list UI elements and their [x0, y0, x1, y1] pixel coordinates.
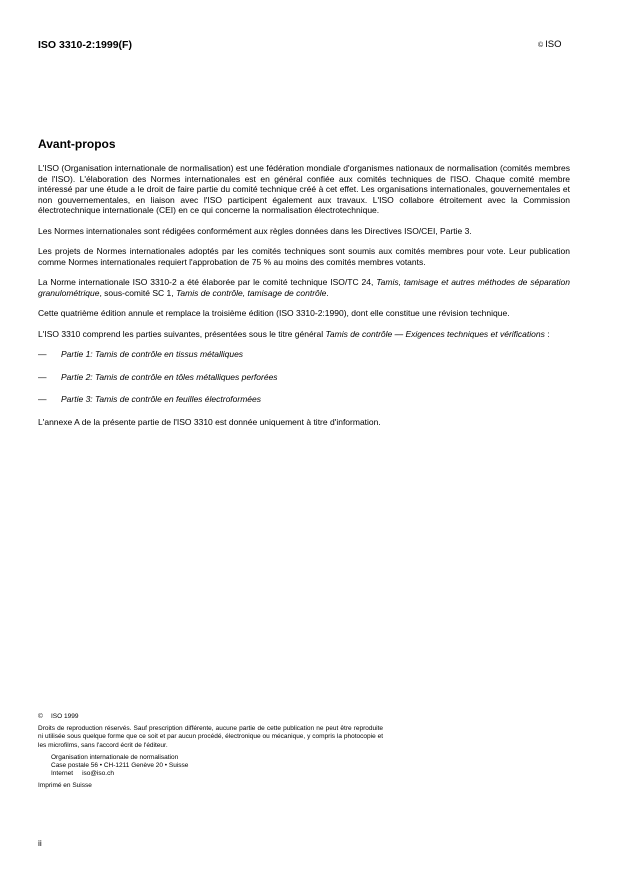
list-dash: —: [38, 394, 47, 404]
p4-committee-title: Tamis, tamisage et autres méthodes de séparation granulométrique: [38, 277, 570, 298]
paragraph-5: Cette quatrième édition annule et remplace la troisième édition (ISO 3310-2:1990), dont elle constitue une révision technique.: [38, 308, 510, 318]
paragraph-3: Les projets de Normes internationales adoptés par les comités techniques sont soumis aux comités membres pour vote. Leur publication comme Normes internationales requiert l'approbation de 75 % au moins des comités membres votants.: [38, 246, 570, 267]
list-item: [38, 372, 570, 383]
section-title: Avant-propos: [38, 137, 116, 151]
paragraph-6: [38, 329, 570, 340]
paragraph-2: Les Normes internationales sont rédigées conformément aux règles données dans les Directives ISO/CEI, Partie 3.: [38, 225, 472, 236]
internet-address: Internet iso@iso.ch: [51, 770, 114, 778]
printed-in: Imprimé en Suisse: [38, 782, 92, 790]
p4-prefix: La Norme internationale ISO 3310-2 a été élaborée par le comité technique ISO/TC 24,: [38, 277, 377, 287]
copyright-org: ISO: [545, 39, 562, 50]
document-id: ISO 3310-2:1999(F): [38, 39, 132, 51]
part-1-label: Partie 1: Tamis de contrôle en tissus métalliques: [61, 349, 244, 359]
list-item: [38, 394, 570, 405]
copyright-year: ISO 1999: [51, 713, 79, 720]
copyright-block: [38, 713, 383, 795]
part-2-label: Partie 2: Tamis de contrôle en tôles métalliques perforées: [61, 371, 278, 382]
p4-suffix: .: [326, 287, 329, 298]
copyright-symbol: ©: [38, 713, 43, 720]
p6-suffix: :: [544, 328, 550, 339]
copyright-line: [38, 713, 383, 721]
paragraph-7: L'annexe A de la présente partie de l'ISO 3310 est donnée uniquement à titre d'information.: [38, 416, 381, 427]
p6-prefix: L'ISO 3310 comprend les parties suivantes, présentées sous le titre général: [38, 328, 326, 339]
p4-subcommittee-title: Tamis de contrôle, tamisage de contrôle: [175, 287, 327, 298]
list-item: [38, 349, 570, 360]
organization-name: Organisation internationale de normalisation: [51, 753, 179, 761]
p6-general-title: Tamis de contrôle — Exigences techniques et vérifications: [325, 328, 545, 339]
list-dash: —: [38, 349, 47, 359]
paragraph-4: [38, 277, 570, 298]
copyright-symbol: ©: [538, 42, 544, 49]
foreword-body: [38, 163, 570, 437]
part-3-label: Partie 3: Tamis de contrôle en feuilles électroformées: [61, 394, 262, 404]
list-dash: —: [38, 371, 47, 382]
rights-statement: Droits de reproduction réservés. Sauf prescription différente, aucune partie de cette publication ne peut être reproduite ni utilisée sous quelque forme que ce soit et par aucun procédé, électronique ou mécanique, y compris la photocopie et les microfilms, sans l'accord écrit de l'éditeur.: [38, 725, 383, 749]
postal-address: Case postale 56 • CH-1211 Genève 20 • Suisse: [51, 762, 189, 770]
paragraph-1: L'ISO (Organisation internationale de normalisation) est une fédération mondiale d'organismes nationaux de normalisation (comités membres de l'ISO). L'élaboration des Normes internationales est en général confiée aux comités techniques de l'ISO. Chaque comité membre intéressé par une étude a le droit de faire partie du comité technique créé à cet effet. Les organisations internationales, gouvernementales et non gouvernementales, en liaison avec l'ISO participent également aux travaux. L'ISO collabore étroitement avec la Commission électrotechnique internationale (CEI) en ce qui concerne la normalisation électrotechnique.: [38, 163, 570, 215]
page-number: ii: [38, 838, 42, 848]
address-block: [51, 754, 383, 779]
p4-middle: , sous-comité SC 1,: [99, 287, 176, 298]
header-copyright: [538, 39, 562, 50]
